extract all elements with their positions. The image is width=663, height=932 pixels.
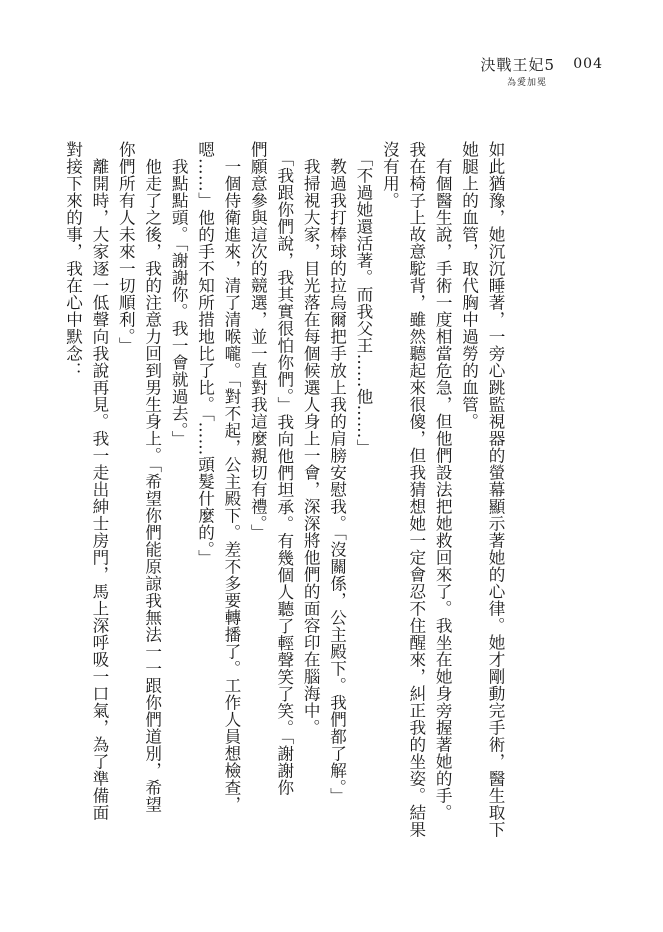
book-title: 決戰王妃5 bbox=[480, 56, 555, 74]
text-line-17: 對接下來的事，我在心中默念： bbox=[63, 141, 83, 379]
text-line-8: 我掃視大家，目光落在每個候選人身上一會，深深將他們的面容印在腦海中。 bbox=[301, 141, 321, 736]
text-line-11: 一個侍衛進來，清了清喉嚨。「對不起，公主殿下。差不多要轉播了。工作人員想檢查， bbox=[221, 141, 241, 813]
text-line-15: 你們所有人未來一切順利。」 bbox=[116, 141, 136, 354]
text-line-7: 教過我打棒球的拉烏爾把手放上我的肩膀安慰我。「沒關係，公主殿下。我們都了解。」 bbox=[327, 141, 347, 805]
running-header bbox=[463, 52, 603, 92]
text-line-2: 她腿上的血管，取代胸中過勞的血管。 bbox=[459, 141, 479, 430]
vertical-text-body bbox=[63, 141, 508, 841]
text-line-1: 如此猶豫，她沉沉睡著，一旁心跳監視器的螢幕顯示著她的心律。她才剛動完手術，醫生取下 bbox=[486, 141, 505, 838]
book-subtitle: 為愛加冕 bbox=[506, 78, 547, 88]
text-line-3: 有個醫生說，手術一度相當危急，但他們設法把她救回來了。我坐在她身旁握著她的手。 bbox=[433, 141, 453, 821]
text-line-6: 「不過她還活著。而我父王……他……」 bbox=[353, 141, 373, 456]
text-line-9: 「我跟你們說，我其實很怕你們。」我向他們坦承。有幾個人聽了輕聲笑了笑。「謝謝你 bbox=[274, 141, 294, 797]
text-line-4: 我在椅子上故意駝背，雖然聽起來很傻，但我猜想她一定會忍不住醒來，糾正我的坐姿。結果 bbox=[406, 141, 426, 838]
page-number: 004 bbox=[573, 56, 603, 72]
text-line-5: 沒有用。 bbox=[380, 141, 400, 209]
text-line-10: 們願意參與這次的競選，並一直對我這麼親切有禮。」 bbox=[248, 141, 268, 541]
text-line-16: 離開時，大家逐一低聲向我說再見。我一走出紳士房門，馬上深呼吸一口氣，為了準備面 bbox=[89, 141, 109, 821]
text-line-13: 我點點頭。「謝謝你。我一會就過去。」 bbox=[169, 141, 189, 448]
text-line-12: 嗯……」他的手不知所措地比了比。「……頭髮什麼的。」 bbox=[195, 141, 215, 567]
text-line-14: 他走了之後，我的注意力回到男生身上。「希望你們能原諒我無法一一跟你們道別，希望 bbox=[142, 141, 162, 813]
